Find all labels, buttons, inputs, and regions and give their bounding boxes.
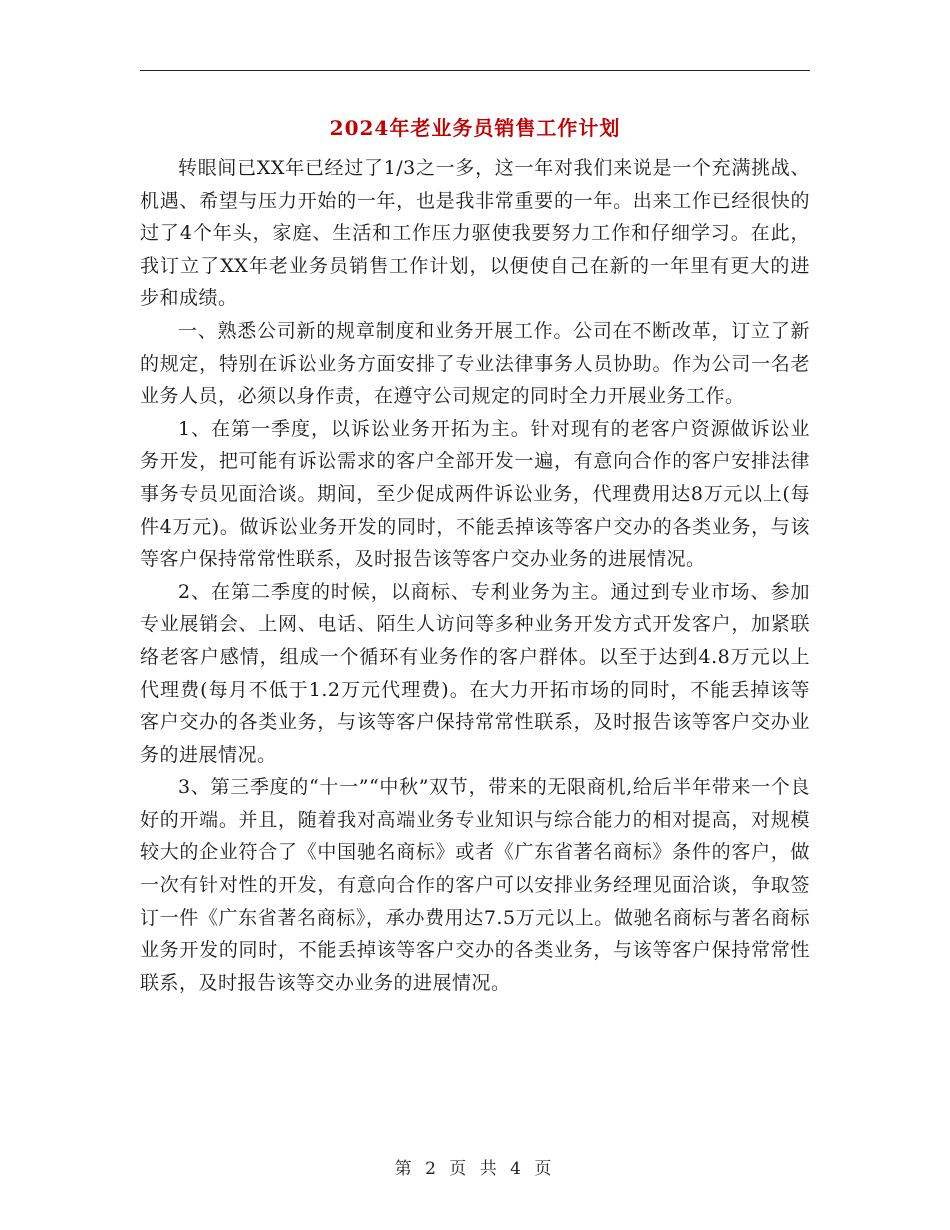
paragraph-section-one: 一、熟悉公司新的规章制度和业务开展工作。公司在不断改革，订立了新的规定，特别在诉讼业务方面安排了专业法律事务人员协助。作为公司一名老业务人员，必须以身作责，在遵守公司规定的同时全力开展业务工作。 [140,319,810,408]
document-title: 2024年老业务员销售工作计划 [329,116,621,140]
document-body [140,152,810,999]
paragraph-quarter-two: 2、在第二季度的时候，以商标、专利业务为主。通过到专业市场、参加专业展销会、上网、电话、陌生人访问等多种业务开发方式开发客户，加紧联络老客户感情，组成一个循环有业务作的客户群体。以至于达到4.8万元以上代理费(每月不低于1.2万元代理费)。在大力开拓市场的同时，不能丢掉该等客户交办的各类业务，与该等客户保持常常性联系，及时报告该等客户交办业务的进展情况。 [140,580,810,766]
page-number-footer: 第 2 页 共 4 页 [394,1159,556,1179]
header-rule [140,70,810,71]
paragraph-quarter-one: 1、在第一季度，以诉讼业务开拓为主。针对现有的老客户资源做诉讼业务开发，把可能有诉讼需求的客户全部开发一遍，有意向合作的客户安排法律事务专员见面洽谈。期间，至少促成两件诉讼业务，代理费用达8万元以上(每件4万元)。做诉讼业务开发的同时，不能丢掉该等客户交办的各类业务，与该等客户保持常常性联系，及时报告该等客户交办业务的进展情况。 [140,417,810,571]
paragraph-quarter-three: 3、第三季度的“十一”“中秋”双节，带来的无限商机,给后半年带来一个良好的开端。并且，随着我对高端业务专业知识与综合能力的相对提高，对规模较大的企业符合了《中国驰名商标》或者《广东省著名商标》条件的客户，做一次有针对性的开发，有意向合作的客户可以安排业务经理见面洽谈，争取签订一件《广东省著名商标》，承办费用达7.5万元以上。做驰名商标与著名商标业务开发的同时，不能丢掉该等客户交办的各类业务，与该等客户保持常常性联系，及时报告该等交办业务的进展情况。 [140,776,810,994]
paragraph-intro: 转眼间已XX年已经过了1/3之一多，这一年对我们来说是一个充满挑战、机遇、希望与压力开始的一年，也是我非常重要的一年。出来工作已经很快的过了4个年头，家庭、生活和工作压力驱使我要努力工作和仔细学习。在此，我订立了XX年老业务员销售工作计划，以便使自己在新的一年里有更大的进步和成绩。 [140,157,810,310]
